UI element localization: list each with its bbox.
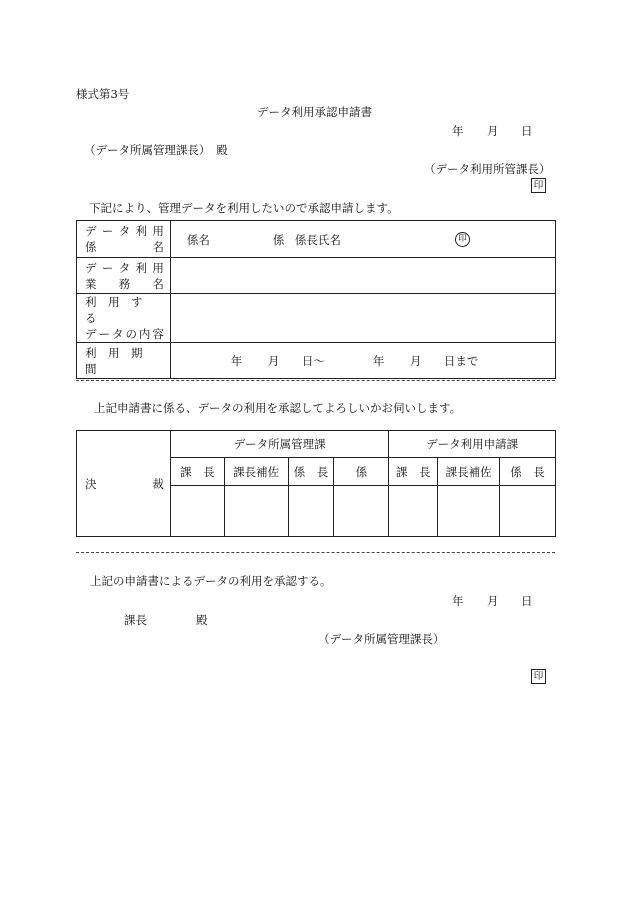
period-month-to: 月: [409, 354, 422, 368]
seal-round-icon: 印: [455, 232, 470, 247]
role-g2-kakaricho: 係 長: [500, 458, 556, 486]
date-month: 月: [487, 124, 499, 138]
dashed-divider-1: [76, 380, 555, 381]
approver: （データ所属管理課長）: [318, 632, 445, 646]
seal-box-g2-kacho[interactable]: [389, 486, 438, 537]
seal-box-g2-hosa[interactable]: [438, 486, 500, 537]
document-title: データ利用承認申請書: [257, 105, 372, 119]
section-name-field[interactable]: [170, 221, 555, 258]
seal-box-g1-kacho[interactable]: [170, 486, 224, 537]
intro-text: 下記により、管理データを利用したいので承認申請します。: [89, 201, 399, 215]
period-month-from: 月: [267, 354, 280, 368]
label-business-name: データ利用 業 務 名: [77, 258, 171, 294]
application-table: [76, 220, 556, 379]
seal-box-g2-kakaricho[interactable]: [500, 486, 556, 537]
row-business-name: [77, 258, 556, 294]
seal-box-g1-kakaricho[interactable]: [288, 486, 334, 537]
label-section-name: データ利用 係 名: [77, 221, 171, 258]
applicant: （データ利用所管課長）: [424, 162, 551, 176]
form-number: 様式第3号: [76, 87, 130, 101]
role-g2-kacho: 課 長: [389, 458, 438, 486]
addressee: （データ所属管理課長） 殿: [84, 143, 228, 157]
role-g1-hosa: 課長補佐: [224, 458, 288, 486]
label-usage-period: 利 用 期 間: [77, 343, 171, 379]
period-day-to: 日まで: [443, 354, 479, 368]
kakaricho-name-label: 係長氏名: [294, 233, 341, 247]
approval-date-day: 日: [521, 594, 533, 608]
date-year: 年: [452, 124, 464, 138]
kakari-label: 係: [272, 233, 285, 247]
approval-text: 上記の申請書によるデータの利用を承認する。: [90, 574, 332, 588]
data-content-field[interactable]: [170, 294, 555, 343]
role-g1-kakaricho: 係 長: [288, 458, 334, 486]
approval-date-year: 年: [452, 594, 464, 608]
period-year-to: 年: [372, 354, 385, 368]
approval-table: [76, 430, 556, 537]
role-g2-hosa: 課長補佐: [438, 458, 500, 486]
request-text: 上記申請書に係る、データの利用を承認してよろしいかお伺いします。: [94, 401, 462, 415]
dono-label: 殿: [196, 613, 208, 627]
date-day: 日: [521, 124, 533, 138]
approver-seal: 印: [531, 669, 546, 684]
period-day-from: 日～: [301, 354, 325, 368]
row-data-content: [77, 294, 556, 343]
kessai-label: 決 裁: [77, 431, 171, 537]
period-year-from: 年: [230, 354, 243, 368]
approval-date-month: 月: [487, 594, 499, 608]
role-g1-kacho: 課 長: [170, 458, 224, 486]
applicant-seal: 印: [531, 178, 546, 193]
dashed-divider-2: [76, 552, 555, 553]
approval-header-row: [77, 431, 556, 458]
seal-box-g1-hosa[interactable]: [224, 486, 288, 537]
business-name-field[interactable]: [170, 258, 555, 294]
seal-box-g1-kakari[interactable]: [334, 486, 389, 537]
usage-period-field[interactable]: [170, 343, 555, 379]
group-data-owner: データ所属管理課: [170, 431, 388, 458]
label-data-content: 利 用 す る データの内容: [77, 294, 171, 343]
group-data-applicant: データ利用申請課: [389, 431, 556, 458]
kacho-label: 課長: [124, 613, 147, 627]
row-usage-period: [77, 343, 556, 379]
kakari-mei-label: 係名: [186, 233, 210, 247]
role-g1-kakari: 係: [334, 458, 389, 486]
row-section-name: [77, 221, 556, 258]
